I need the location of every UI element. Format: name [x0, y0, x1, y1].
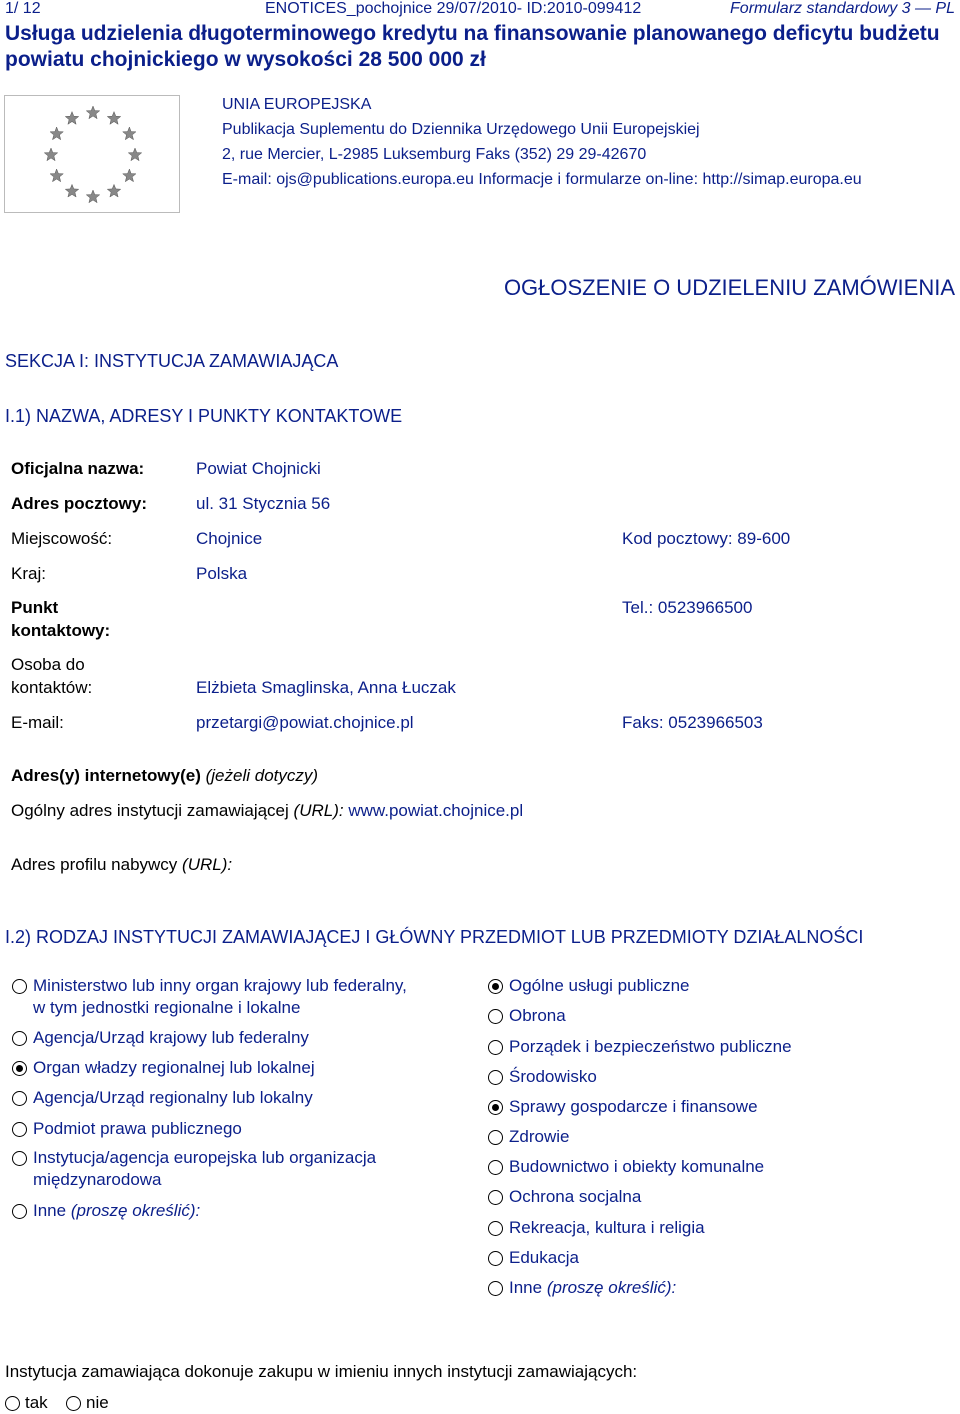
subsection-title-1: I.1) NAZWA, ADRESY I PUNKTY KONTAKTOWE: [5, 406, 403, 426]
option-national-agency: Agencja/Urząd krajowy lub federalny: [33, 1028, 309, 1047]
option-ministry-line1: Ministerstwo lub inny organ krajowy lub federalny,: [33, 976, 407, 995]
town-label: Miejscowość:: [11, 529, 113, 548]
fax-label: Faks:: [622, 713, 664, 732]
internet-note: (jeżeli dotyczy): [205, 766, 319, 785]
eu-star-icon: [86, 190, 99, 203]
option-ministry-line2: w tym jednostki regionalne i lokalne: [33, 998, 301, 1017]
radio-regional-agency[interactable]: [12, 1091, 27, 1106]
fax: [622, 713, 763, 733]
postal-code: [622, 529, 790, 549]
radio-social-protection[interactable]: [488, 1190, 503, 1205]
fax-value: 0523966503: [668, 713, 763, 732]
radio-other-activity[interactable]: [488, 1281, 503, 1296]
contact-point-label-2: kontaktowy:: [11, 621, 111, 640]
postal-address-value: ul. 31 Stycznia 56: [196, 494, 331, 513]
option-defence: Obrona: [509, 1006, 566, 1025]
option-health: Zdrowie: [509, 1127, 570, 1146]
buyer-profile-note: (URL):: [182, 855, 233, 874]
radio-behalf-no[interactable]: [66, 1396, 81, 1411]
eu-star-icon: [107, 184, 120, 197]
on-behalf-question: Instytucja zamawiająca dokonuje zakupu w imieniu innych instytucji zamawiających:: [5, 1362, 638, 1381]
radio-economic-financial[interactable]: [488, 1100, 503, 1115]
buyer-profile-row: [11, 855, 232, 875]
postal-code-value: 89-600: [737, 529, 791, 548]
eu-address: 2, rue Mercier, L-2985 Luksemburg Faks (352) 29 29-42670: [222, 146, 647, 163]
eu-star-icon: [123, 169, 136, 182]
internet-addresses: [11, 766, 318, 786]
attention-label-1: Osoba do: [11, 655, 85, 674]
page-number: 1/ 12: [5, 0, 41, 17]
eu-star-icon: [50, 127, 63, 140]
notice-title: OGŁOSZENIE O UDZIELENIU ZAMÓWIENIA: [503, 275, 955, 300]
radio-health[interactable]: [488, 1130, 503, 1145]
option-economic-financial: Sprawy gospodarcze i finansowe: [509, 1097, 758, 1116]
town-value: Chojnice: [196, 529, 263, 548]
radio-housing[interactable]: [488, 1160, 503, 1175]
radio-ministry[interactable]: [12, 979, 27, 994]
general-url-label: Ogólny adres instytucji zamawiającej: [11, 801, 289, 820]
official-name-label: Oficjalna nazwa:: [11, 459, 145, 478]
option-other-activity: [509, 1277, 676, 1299]
eu-flag-logo: [4, 95, 180, 213]
general-url-note: (URL):: [293, 801, 344, 820]
form-name: Formularz standardowy 3 — PL: [730, 0, 955, 17]
eu-star-icon: [107, 112, 120, 125]
radio-behalf-yes[interactable]: [5, 1396, 20, 1411]
postal-code-label: Kod pocztowy:: [622, 529, 733, 548]
option-regional-agency: Agencja/Urząd regionalny lub lokalny: [33, 1088, 313, 1107]
country-label: Kraj:: [11, 564, 46, 583]
option-other-type: [33, 1200, 200, 1222]
option-housing: Budownictwo i obiekty komunalne: [509, 1157, 765, 1176]
email-value[interactable]: przetargi@powiat.chojnice.pl: [196, 713, 414, 732]
option-recreation: Rekreacja, kultura i religia: [509, 1218, 705, 1237]
eu-star-icon: [50, 169, 63, 182]
eu-name: UNIA EUROPEJSKA: [222, 96, 372, 113]
postal-address-label: Adres pocztowy:: [11, 494, 148, 513]
eu-stars-icon: [5, 96, 181, 214]
eu-star-icon: [65, 184, 78, 197]
option-general-public-services: Ogólne usługi publiczne: [509, 976, 690, 995]
radio-general-public-services[interactable]: [488, 979, 503, 994]
eu-star-icon: [128, 148, 141, 161]
internet-label: Adres(y) internetowy(e): [11, 766, 201, 785]
telephone-value: 0523966500: [657, 598, 753, 617]
option-environment: Środowisko: [509, 1067, 597, 1086]
radio-national-agency[interactable]: [12, 1031, 27, 1046]
subsection-title-2: I.2) RODZAJ INSTYTUCJI ZAMAWIAJĄCEJ I GŁÓWNY PRZEDMIOT LUB PRZEDMIOTY DZIAŁALNOŚCI: [5, 927, 864, 947]
document-title: Usługa udzielenia długoterminowego kredytu na finansowanie planowanego deficytu budżetu powiatu chojnickiego w wysokości 28 500 000 zł: [5, 22, 940, 71]
telephone: [622, 598, 752, 618]
option-education: Edukacja: [509, 1248, 579, 1267]
option-european-institution: [33, 1147, 376, 1191]
option-ministry: [33, 975, 407, 1019]
option-other-type-label: Inne: [33, 1201, 67, 1220]
behalf-no-label: nie: [86, 1393, 109, 1412]
notice-reference: ENOTICES_pochojnice 29/07/2010- ID:2010-099412: [265, 0, 642, 17]
radio-other-type[interactable]: [12, 1204, 27, 1219]
eu-publication: Publikacja Suplementu do Dziennika Urzędowego Unii Europejskiej: [222, 121, 700, 138]
option-public-order: Porządek i bezpieczeństwo publiczne: [509, 1037, 792, 1056]
radio-public-law-body[interactable]: [12, 1122, 27, 1137]
attention-value: Elżbieta Smaglinska, Anna Łuczak: [196, 678, 456, 697]
telephone-label: Tel.:: [622, 598, 654, 617]
eu-star-icon: [65, 112, 78, 125]
radio-education[interactable]: [488, 1251, 503, 1266]
option-public-law-body: Podmiot prawa publicznego: [33, 1119, 242, 1138]
option-other-activity-note: (proszę określić):: [546, 1278, 677, 1297]
buyer-profile-label: Adres profilu nabywcy: [11, 855, 178, 874]
eu-star-icon: [123, 127, 136, 140]
radio-recreation[interactable]: [488, 1221, 503, 1236]
eu-star-icon: [44, 148, 57, 161]
behalf-yes-label: tak: [25, 1393, 48, 1412]
option-social-protection: Ochrona socjalna: [509, 1187, 642, 1206]
eu-publication-info: [222, 92, 862, 192]
country-value: Polska: [196, 564, 248, 583]
contact-point-label-1: Punkt: [11, 598, 59, 617]
radio-environment[interactable]: [488, 1070, 503, 1085]
email-label: E-mail:: [11, 713, 64, 732]
radio-european-institution[interactable]: [12, 1151, 27, 1166]
option-european-line2: międzynarodowa: [33, 1170, 162, 1189]
general-url-row: [11, 801, 523, 821]
eu-star-icon: [86, 106, 99, 119]
option-european-line1: Instytucja/agencja europejska lub organizacja: [33, 1148, 377, 1167]
eu-contact: E-mail: ojs@publications.europa.eu Informacje i formularze on-line: http://simap.europa.eu: [222, 171, 862, 188]
option-other-type-note: (proszę określić):: [70, 1201, 201, 1220]
attention-label-2: kontaktów:: [11, 678, 93, 697]
radio-defence[interactable]: [488, 1009, 503, 1024]
option-regional-authority: Organ władzy regionalnej lub lokalnej: [33, 1058, 315, 1077]
section-title: SEKCJA I: INSTYTUCJA ZAMAWIAJĄCA: [5, 351, 339, 371]
general-url-value[interactable]: www.powiat.chojnice.pl: [348, 801, 524, 820]
official-name-value: Powiat Chojnicki: [196, 459, 321, 478]
option-other-activity-label: Inne: [509, 1278, 543, 1297]
radio-public-order[interactable]: [488, 1040, 503, 1055]
radio-regional-authority[interactable]: [12, 1061, 27, 1076]
